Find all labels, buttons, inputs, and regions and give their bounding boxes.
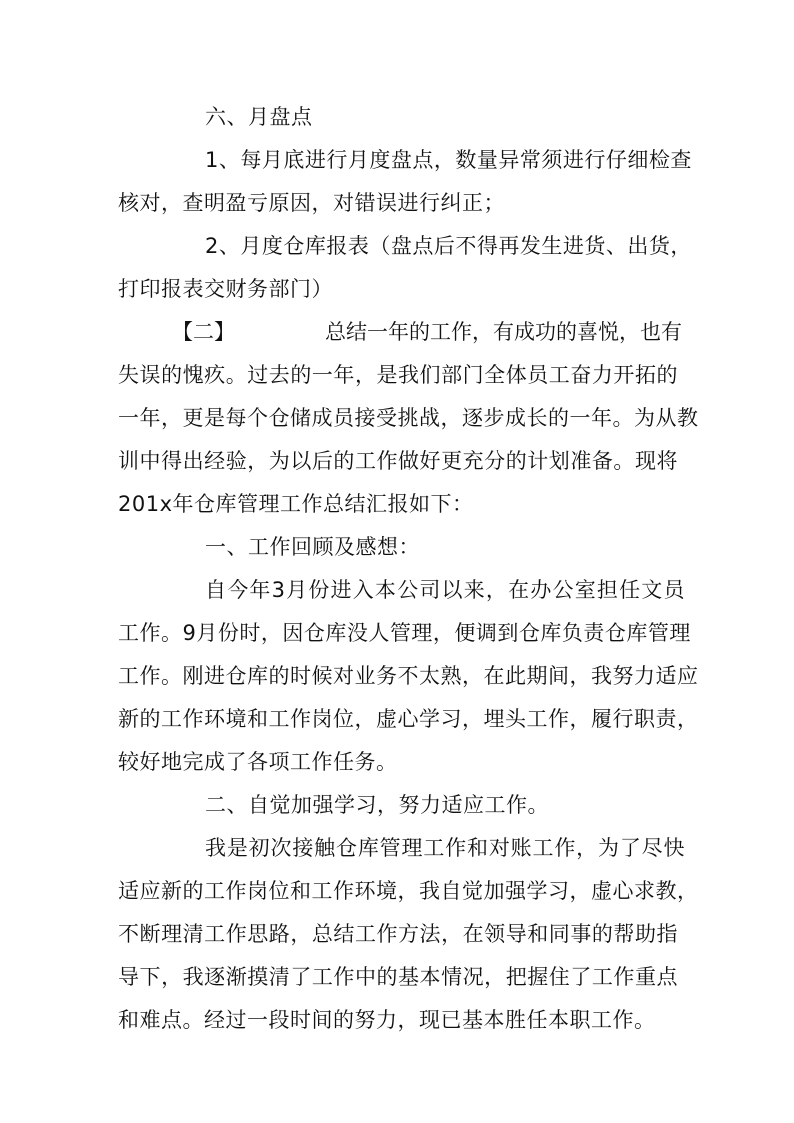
- paragraph-line: 不断理清工作思路，总结工作方法，在领导和同事的帮助指: [118, 922, 678, 946]
- section-heading-review: 一、工作回顾及感想：: [205, 535, 420, 559]
- paragraph-line: 打印报表交财务部门）: [118, 277, 333, 301]
- paragraph-line: 训中得出经验，为以后的工作做好更充分的计划准备。现将: [118, 449, 678, 473]
- paragraph-line: 新的工作环境和工作岗位，虚心学习，埋头工作，履行职责，: [118, 707, 699, 731]
- paragraph-line: 和难点。经过一段时间的努力，现已基本胜任本职工作。: [118, 1008, 656, 1032]
- paragraph-line: 导下，我逐渐摸清了工作中的基本情况，把握住了工作重点: [118, 965, 678, 989]
- paragraph-line: 工作。刚进仓库的时候对业务不太熟，在此期间，我努力适应: [118, 664, 699, 688]
- section-marker: 【二】: [172, 320, 235, 344]
- paragraph-line: 较好地完成了各项工作任务。: [118, 750, 398, 774]
- paragraph-line: 2、月度仓库报表（盘点后不得再发生进货、出货，: [205, 234, 692, 258]
- paragraph-line: 一年，更是每个仓储成员接受挑战，逐步成长的一年。为从教: [118, 406, 699, 430]
- paragraph-line: 总结一年的工作，有成功的喜悦，也有: [325, 320, 682, 344]
- paragraph-line: 适应新的工作岗位和工作环境，我自觉加强学习，虚心求教，: [118, 879, 699, 903]
- paragraph-line: 自今年3月份进入本公司以来，在办公室担任文员: [205, 578, 685, 602]
- paragraph-line: 核对，查明盈亏原因，对错误进行纠正；: [118, 191, 505, 215]
- paragraph-line: 我是初次接触仓库管理工作和对账工作，为了尽快: [205, 836, 685, 860]
- paragraph-line: 1、每月底进行月度盘点，数量异常须进行仔细检查: [205, 148, 692, 172]
- paragraph-line: 201x年仓库管理工作总结汇报如下：: [118, 492, 474, 516]
- paragraph-line: 失误的愧疚。过去的一年，是我们部门全体员工奋力开拓的: [118, 363, 678, 387]
- paragraph-line: 工作。9月份时，因仓库没人管理，便调到仓库负责仓库管理: [118, 621, 691, 645]
- section-heading-learning: 二、自觉加强学习，努力适应工作。: [205, 793, 549, 817]
- heading-monthly-inventory: 六、月盘点: [205, 105, 313, 129]
